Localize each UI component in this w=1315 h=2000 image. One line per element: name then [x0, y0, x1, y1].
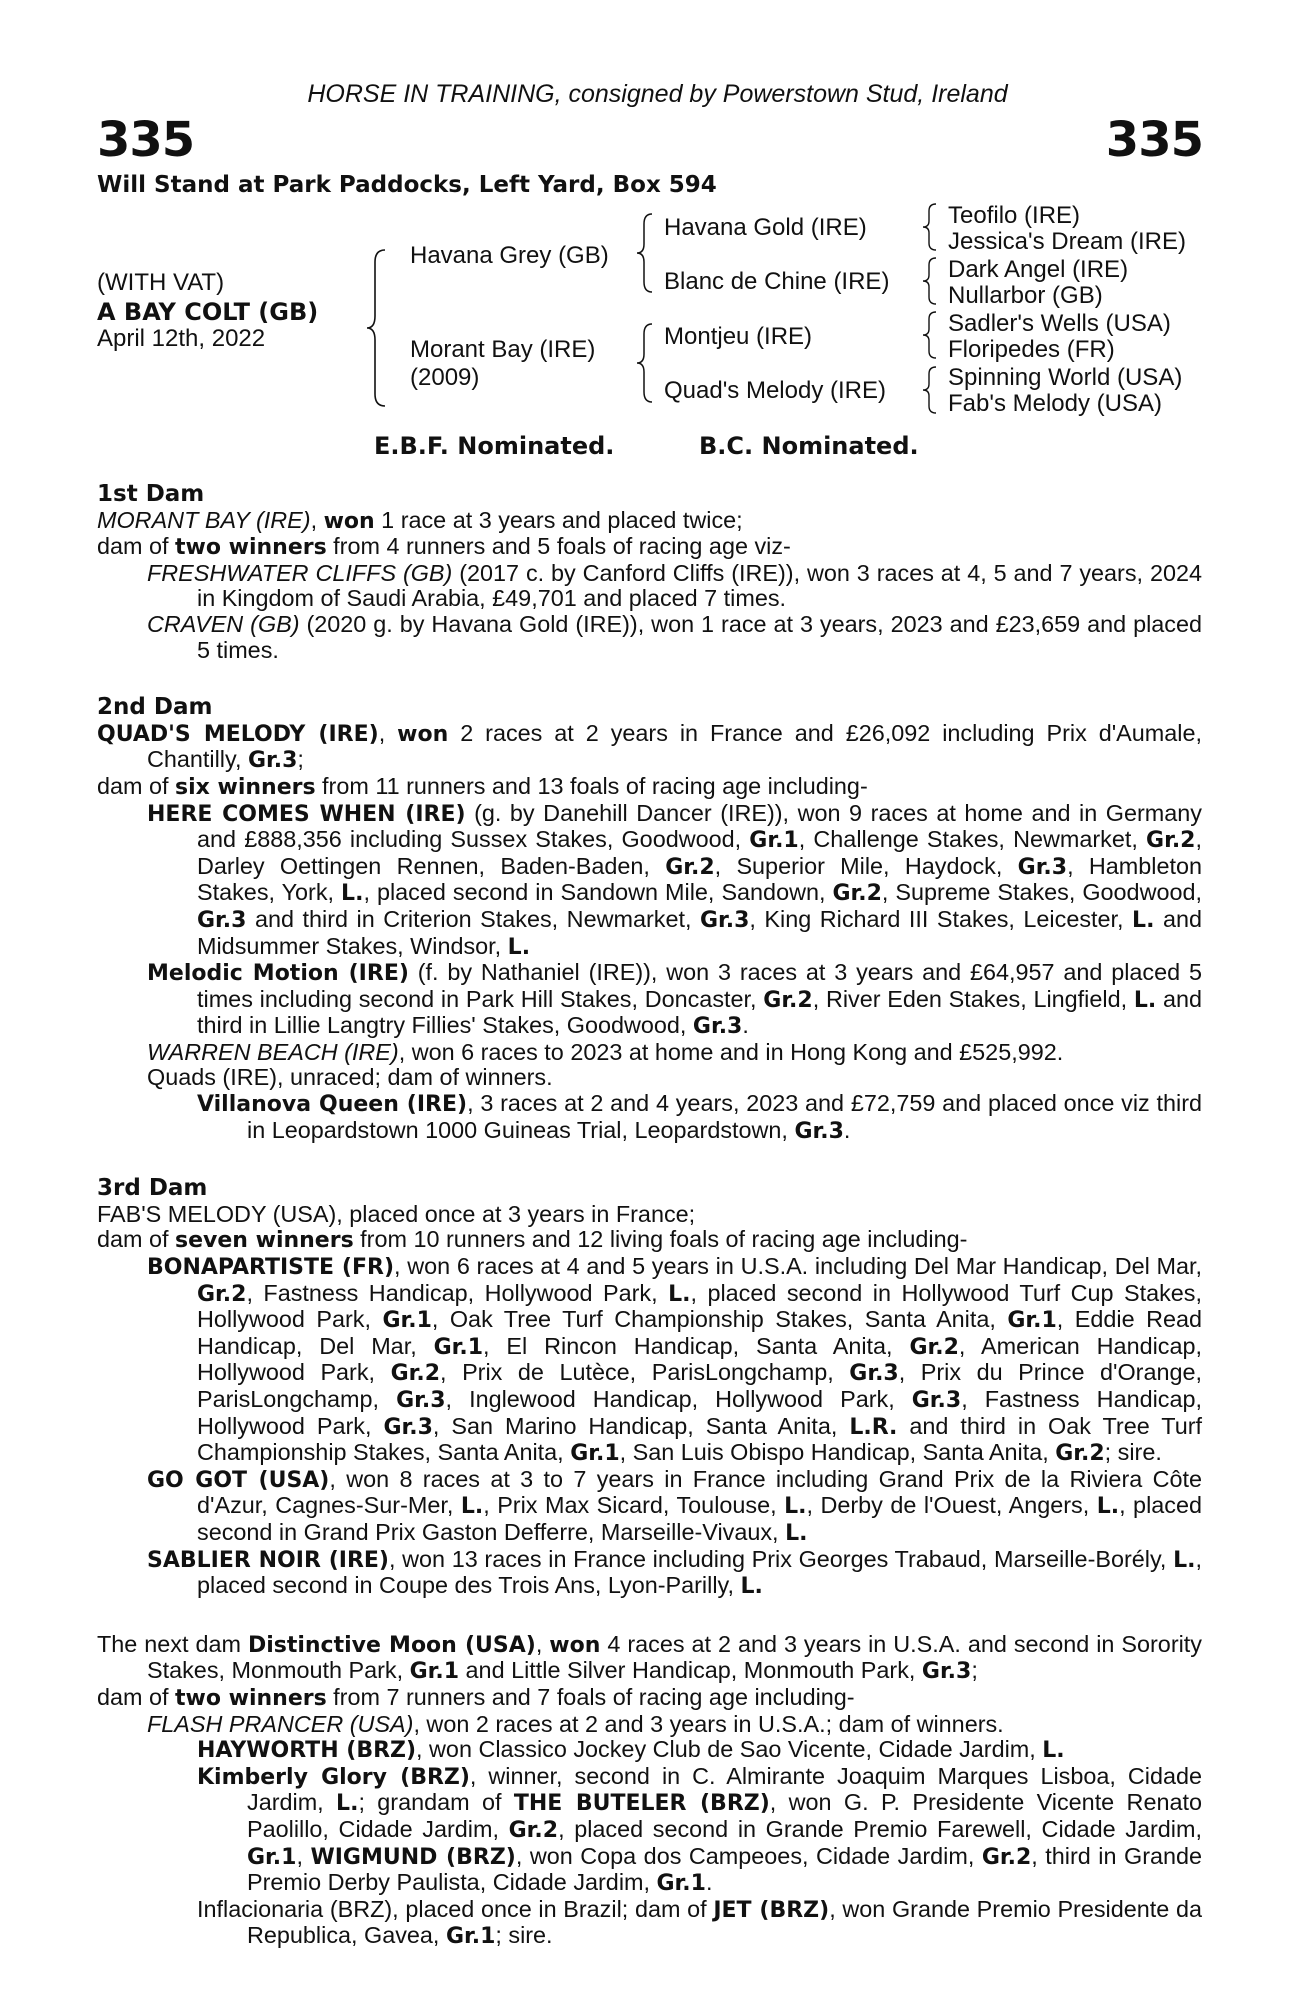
text-run: , [296, 1842, 311, 1869]
bold-text: Gr.3 [921, 1659, 972, 1685]
text-run: , won Classico Jockey Club de Sao Vicente, Cidade Jardim, [416, 1736, 1043, 1763]
text-run: , won Grande Premio Presidente da Republica, Gavea, [247, 1895, 1202, 1949]
section-heading: 1st Dam [97, 481, 205, 507]
text-run: dam of [97, 772, 176, 799]
pedigree-entry [97, 1467, 1202, 1547]
lot-number-right: 335 [1105, 112, 1203, 168]
text-run: , American Handicap, Hollywood Park, [197, 1332, 1202, 1386]
pedigree-entry [97, 1091, 1202, 1144]
bold-text: Gr.1 [433, 1334, 484, 1360]
text-run: ; sire. [1104, 1439, 1162, 1466]
pedigree-entry [97, 1737, 1202, 1764]
pedigree-entry [97, 1254, 1202, 1467]
pedigree-entry [97, 1685, 1202, 1712]
text-run: , placed second in Grand Prix Gaston Defferre, Marseille-Vivaux, [197, 1492, 1202, 1545]
text-run: , King Richard III Stakes, Leicester, [749, 905, 1133, 932]
section [97, 482, 1202, 663]
bold-text: Gr.2 [665, 854, 715, 880]
bold-text: Gr.3 [247, 748, 298, 774]
pedigree-entry [97, 1547, 1202, 1600]
bold-text: won [323, 508, 375, 534]
text-run: 4 races at 2 and 3 years in U.S.A. and second in Sorority Stakes, Monmouth Park, [147, 1630, 1202, 1684]
text-run: , won 6 races at 4 and 5 years in U.S.A. including Del Mar Handicap, Del Mar, [394, 1253, 1202, 1280]
text-run: The next dam [97, 1630, 248, 1657]
text-run: ; [971, 1657, 978, 1684]
grandsire-8: Fab's Melody (USA) [948, 390, 1162, 417]
text-run: (2017 c. by Canford Cliffs (IRE)), won 3 races at 4, 5 and 7 years, 2024 in Kingdom of Saudi Arabia, £49,701 and placed 7 times. [197, 559, 1202, 612]
pedigree-entry [97, 1897, 1202, 1950]
text-run: and third in Criterion Stakes, Newmarket, [246, 905, 700, 932]
sire: Havana Grey (GB) [410, 242, 609, 269]
grandsire-5: Sadler's Wells (USA) [948, 310, 1171, 337]
text-run: , placed second in Sandown Mile, Sandown, [363, 879, 833, 906]
grandsire-4: Nullarbor (GB) [948, 282, 1103, 309]
italic-text: MORANT BAY (IRE) [97, 506, 311, 533]
bold-text: Gr.2 [197, 1281, 247, 1307]
text-run: and third in Lillie Langtry Fillies' Stakes, Goodwood, [197, 985, 1203, 1039]
bold-text: SABLIER NOIR (IRE) [147, 1547, 389, 1573]
text-run: ; [297, 746, 304, 773]
bc-nomination: B.C. Nominated. [699, 432, 919, 460]
text-run: , winner, second in C. Almirante Joaquim Marques Lisboa, Cidade Jardim, [247, 1762, 1202, 1816]
italic-text: CRAVEN (GB) [147, 610, 300, 637]
text-run: . [705, 1869, 713, 1896]
text-run: , Challenge Stakes, Newmarket, [798, 826, 1147, 853]
dam: Morant Bay (IRE) [410, 336, 596, 363]
section-heading: 2nd Dam [97, 694, 213, 721]
grandsire-6: Floripedes (FR) [948, 336, 1115, 363]
horse-name: A BAY COLT (GB) [97, 298, 319, 326]
pedigree-entry [97, 1040, 1202, 1066]
bold-text: Gr.2 [981, 1844, 1032, 1870]
bold-text: L. [668, 1281, 691, 1307]
vat-label: (WITH VAT) [97, 269, 225, 296]
bold-text: Gr.3 [197, 907, 247, 933]
bold-text: Gr.3 [1017, 854, 1068, 880]
text-run: ; sire. [495, 1922, 553, 1949]
bold-text: L. [507, 934, 531, 960]
bold-text: Melodic Motion (IRE) [147, 961, 409, 987]
pedigree-entry [97, 1764, 1202, 1897]
bold-text: six winners [175, 774, 316, 800]
bold-text: Gr.1 [247, 1844, 297, 1870]
text-run: , won G. P. Presidente Vicente Renato Paolillo, Cidade Jardim, [247, 1789, 1202, 1842]
italic-text: FRESHWATER CLIFFS (GB) [147, 559, 453, 586]
bold-text: Gr.2 [909, 1334, 959, 1360]
text-run: , Darley Oettingen Rennen, Baden-Baden, [197, 826, 1202, 879]
pedigree-entry [97, 561, 1202, 612]
sire-brace [634, 212, 660, 294]
bold-text: QUAD'S MELODY (IRE) [97, 721, 379, 747]
dam-year: (2009) [410, 364, 480, 391]
bold-text: Gr.3 [692, 1014, 743, 1040]
text-run: 2 races at 2 years in France and £26,092 including Prix d'Aumale, Chantilly, [147, 719, 1202, 773]
bold-text: GO GOT (USA) [147, 1467, 330, 1493]
sire-dam: Blanc de Chine (IRE) [664, 268, 890, 295]
text-run: , placed second in Grande Premio Farewell, Cidade Jardim, [558, 1815, 1202, 1842]
text-run: , Prix Max Sicard, Toulouse, [483, 1492, 785, 1519]
bold-text: Gr.1 [382, 1308, 432, 1334]
text-run: , River Eden Stakes, Lingfield, [812, 985, 1134, 1012]
text-run: , Fastness Handicap, Hollywood Park, [246, 1279, 669, 1306]
text-run: , Superior Mile, Haydock, [714, 852, 1018, 879]
text-run: , won Copa dos Campeoes, Cidade Jardim, [515, 1842, 982, 1869]
pedigree-entry [97, 801, 1202, 961]
stand-location: Will Stand at Park Paddocks, Left Yard, Box 594 [97, 172, 717, 198]
text-run: , El Rincon Handicap, Santa Anita, [483, 1332, 910, 1359]
section-heading: 3rd Dam [97, 1175, 208, 1202]
pedigree-entry [97, 1632, 1202, 1685]
bold-text: won [397, 721, 449, 747]
bold-text: Gr.3 [911, 1388, 962, 1413]
text-run: (2020 g. by Havana Gold (IRE)), won 1 race at 3 years, 2023 and £23,659 and placed 5 times. [197, 610, 1202, 663]
text-run: , won 2 races at 2 and 3 years in U.S.A.; dam of winners. [413, 1710, 1004, 1737]
text-run: , won 6 races to 2023 at home and in Hong Kong and £525,992. [398, 1038, 1064, 1065]
bold-text: L. [460, 1494, 484, 1520]
dam-brace [634, 322, 660, 404]
pedigree-entry [97, 1202, 1202, 1228]
text-run: and third in Oak Tree Turf Championship Stakes, Santa Anita, [197, 1412, 1202, 1466]
bold-text: Gr.1 [409, 1659, 460, 1685]
bold-text: L. [1042, 1738, 1065, 1764]
bold-text: HAYWORTH (BRZ) [197, 1738, 417, 1764]
bold-text: L. [784, 1494, 807, 1520]
section [97, 1632, 1202, 1950]
bold-text: BONAPARTISTE (FR) [147, 1255, 395, 1281]
pedigree-entry [97, 1227, 1202, 1254]
text-run: , won 13 races in France including Prix Georges Trabaud, Marseille-Borély, [388, 1545, 1174, 1572]
bold-text: Gr.3 [699, 907, 750, 933]
text-run: (g. by Danehill Dancer (IRE)), won 9 races at home and in Germany and £888,356 including Sussex Stakes, Goodwood, [197, 799, 1202, 853]
bold-text: L. [341, 881, 364, 907]
bold-text: Villanova Queen (IRE) [197, 1092, 468, 1118]
bold-text: Gr.1 [1007, 1308, 1057, 1334]
bold-text: Gr.1 [656, 1871, 706, 1897]
text-run: , Eddie Read Handicap, Del Mar, [197, 1306, 1202, 1359]
section [97, 695, 1202, 1144]
bold-text: L. [336, 1791, 359, 1817]
g-brace-2 [920, 256, 942, 306]
pedigree-entry [97, 612, 1202, 663]
text-run: , Prix du Prince d'Orange, ParisLongchamp, [197, 1359, 1202, 1412]
bold-text: L.R. [849, 1414, 898, 1440]
bold-text: two winners [175, 1685, 327, 1711]
text-run: and Midsummer Stakes, Windsor, [197, 905, 1202, 959]
text-run: , Oak Tree Turf Championship Stakes, Santa Anita, [431, 1306, 1008, 1333]
text-run: dam of [97, 1226, 176, 1253]
g-brace-1 [920, 202, 942, 252]
grandsire-2: Jessica's Dream (IRE) [948, 228, 1186, 255]
text-run: , placed second in Coupe des Trois Ans, Lyon-Parilly, [197, 1545, 1202, 1599]
text-run: , Prix de Lutèce, ParisLongchamp, [440, 1359, 850, 1386]
bold-text: Gr.2 [1055, 1441, 1105, 1467]
pedigree-entry [97, 534, 1202, 561]
text-run: (f. by Nathaniel (IRE)), won 3 races at 3 years and £64,957 and placed 5 times including second in Park Hill Stakes, Doncaster, [197, 959, 1202, 1012]
text-run: , third in Grande Premio Derby Paulista, Cidade Jardim, [247, 1842, 1203, 1896]
foaling-date: April 12th, 2022 [97, 325, 266, 352]
grandsire-1: Teofilo (IRE) [948, 202, 1081, 229]
dam-sire: Montjeu (IRE) [664, 323, 813, 350]
text-run: Inflacionaria (BRZ), placed once in Brazil; dam of [197, 1895, 714, 1922]
text-run: ; grandam of [358, 1789, 514, 1816]
bold-text: won [549, 1632, 601, 1658]
text-run: 1 race at 3 years and placed twice; [374, 506, 743, 533]
text-run: . [742, 1012, 749, 1039]
text-run: from 4 runners and 5 foals of racing age viz- [326, 533, 791, 560]
text-run: , [535, 1630, 550, 1657]
bold-text: Gr.2 [508, 1817, 559, 1843]
bold-text: Gr.2 [832, 881, 882, 907]
text-run: from 11 runners and 13 foals of racing age including- [315, 772, 868, 799]
text-run: , 3 races at 2 and 4 years, 2023 and £72,759 and placed once viz third in Leopardstown 1000 Guineas Trial, Leopardstown, [247, 1090, 1202, 1143]
pedigree-entry [97, 508, 1202, 535]
text-run: from 10 runners and 12 living foals of racing age including- [353, 1226, 968, 1253]
bold-text: Gr.1 [445, 1924, 496, 1950]
bold-text: L. [1132, 907, 1155, 933]
catalogue-body [97, 482, 1202, 1950]
bold-text: JET (BRZ) [713, 1897, 830, 1923]
text-run: dam of [97, 533, 176, 560]
bold-text: L. [1133, 987, 1157, 1013]
bold-text: Gr.3 [849, 1361, 899, 1387]
pedigree-entry [97, 774, 1202, 801]
bold-text: L. [785, 1520, 808, 1546]
pedigree-entry [97, 960, 1202, 1040]
bold-text: seven winners [175, 1228, 354, 1254]
text-run: FAB'S MELODY (USA), placed once at 3 years in France; [97, 1200, 696, 1227]
text-run: from 7 runners and 7 foals of racing age including- [326, 1683, 855, 1710]
bold-text: L. [1173, 1547, 1196, 1573]
consignment-header: HORSE IN TRAINING, consigned by Powerstown Stud, Ireland [307, 80, 1008, 108]
bold-text: Gr.2 [763, 987, 813, 1013]
bold-text: Gr.3 [383, 1414, 433, 1440]
section [97, 1176, 1202, 1600]
italic-text: FLASH PRANCER (USA) [147, 1710, 414, 1737]
bold-text: Kimberly Glory (BRZ) [197, 1764, 470, 1790]
pedigree-entry [97, 1712, 1202, 1738]
text-run: , placed second in Hollywood Turf Cup Stakes, Hollywood Park, [197, 1279, 1203, 1333]
text-run: , [310, 506, 324, 533]
g-brace-4 [920, 365, 942, 415]
text-run: , [378, 719, 398, 746]
bold-text: Distinctive Moon (USA) [247, 1632, 536, 1658]
text-run: , Inglewood Handicap, Hollywood Park, [445, 1386, 912, 1412]
bold-text: Gr.2 [390, 1361, 441, 1387]
bold-text: WIGMUND (BRZ) [310, 1844, 516, 1870]
ebf-nomination: E.B.F. Nominated. [374, 432, 615, 460]
pedigree-entry [97, 1065, 1202, 1091]
pedigree-entry [97, 721, 1202, 774]
bold-text: two winners [175, 535, 327, 561]
bold-text: THE BUTELER (BRZ) [513, 1791, 770, 1817]
g-brace-3 [920, 310, 942, 360]
bold-text: HERE COMES WHEN (IRE) [147, 801, 466, 827]
text-run: , San Luis Obispo Handicap, Santa Anita, [619, 1439, 1056, 1466]
italic-text: WARREN BEACH (IRE) [147, 1038, 399, 1065]
bold-text: L. [740, 1574, 763, 1600]
dam-dam: Quad's Melody (IRE) [664, 377, 886, 404]
text-run: , Supreme Stakes, Goodwood, [881, 879, 1202, 906]
bold-text: Gr.3 [794, 1118, 844, 1144]
text-run: , won 8 races at 3 to 7 years in France including Grand Prix de la Riviera Côte d'Azur, Cagnes-Sur-Mer, [197, 1465, 1202, 1519]
text-run: . [843, 1116, 851, 1143]
bold-text: Gr.1 [570, 1441, 620, 1467]
text-run: , Hambleton Stakes, York, [197, 852, 1203, 906]
bold-text: Gr.3 [396, 1388, 446, 1413]
text-run: and Little Silver Handicap, Monmouth Park, [459, 1657, 922, 1684]
bold-text: Gr.2 [1146, 828, 1196, 854]
text-run: , San Marino Handicap, Santa Anita, [432, 1412, 850, 1439]
text-run: , Derby de l'Ouest, Angers, [806, 1492, 1097, 1519]
lot-number-left: 335 [97, 112, 195, 168]
text-run: Quads (IRE), unraced; dam of winners. [147, 1064, 553, 1091]
text-run: dam of [97, 1683, 176, 1710]
bold-text: Gr.1 [749, 828, 799, 854]
text-run: , Fastness Handicap, Hollywood Park, [197, 1386, 1203, 1439]
grandsire-7: Spinning World (USA) [948, 364, 1183, 391]
bold-text: L. [1096, 1494, 1120, 1520]
main-brace [365, 248, 395, 408]
sire-sire: Havana Gold (IRE) [664, 214, 867, 241]
grandsire-3: Dark Angel (IRE) [948, 256, 1129, 283]
